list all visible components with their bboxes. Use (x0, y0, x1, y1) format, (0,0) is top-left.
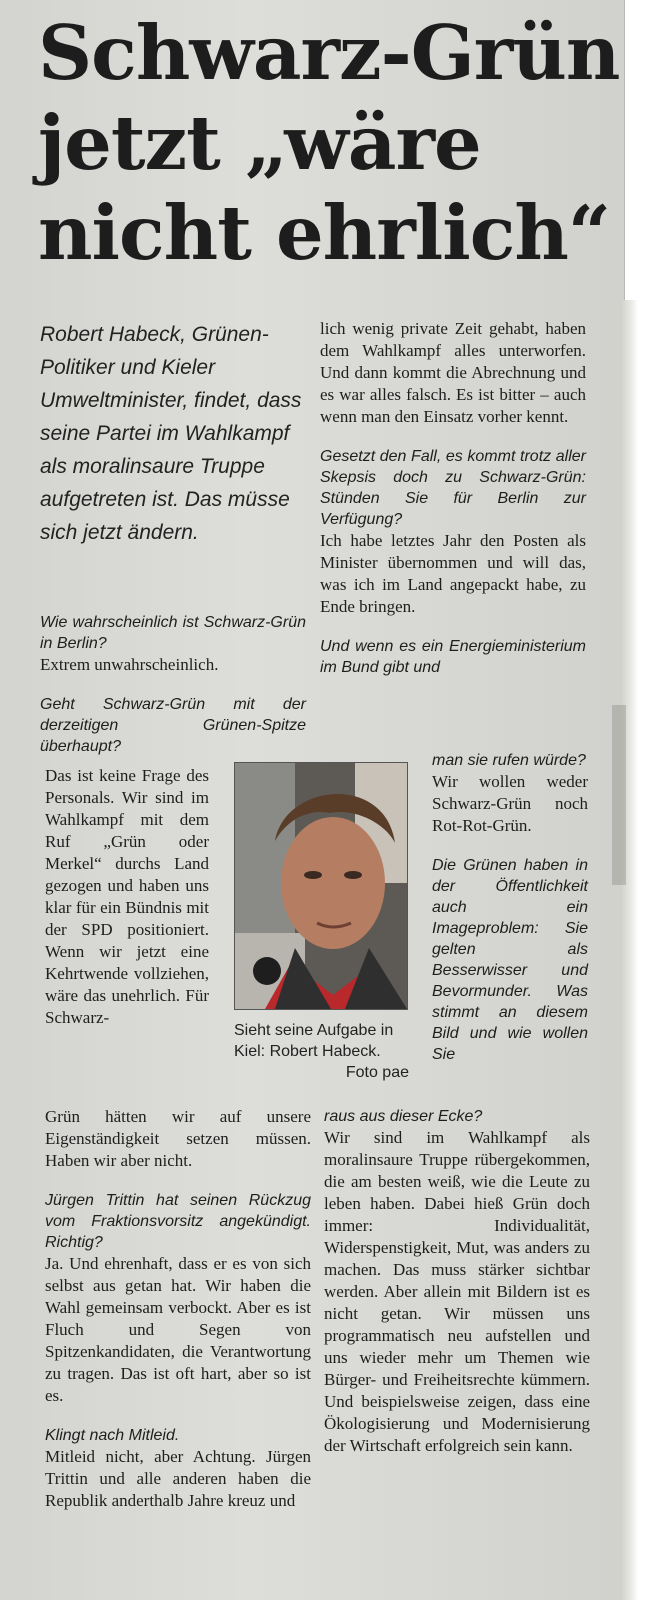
answer: Das ist keine Frage des Personals. Wir sind im Wahlkampf mit dem Ruf „Grün oder Merkel“ durchs Land gezogen und haben uns klar für ein Bündnis mit der SPD positioniert. Wenn wir jetzt eine Kehrtwende vollziehen, wäre das unehrlich. Für Schwarz- (45, 766, 209, 1027)
photo-caption (234, 1020, 409, 1083)
answer: Extrem unwahrscheinlich. (40, 655, 219, 674)
right-column-narrow (432, 750, 588, 1065)
answer: Ja. Und ehrenhaft, dass er es von sich selbst aus getan hat. Wir haben die Wahl gemeinsam verbockt. Aber es ist Fluch und Segen von Spitzenkandidaten, die Verantwortung zu tragen. Das ist oft hart, aber so ist es. (45, 1254, 311, 1405)
answer: lich wenig private Zeit gehabt, haben dem Wahlkampf alles unterworfen. Und dann kommt die Abrechnung und es war alles falsch. Es ist bitter – auch wenn man den Einsatz vorher kennt. (320, 319, 586, 426)
answer: Mitleid nicht, aber Achtung. Jürgen Trittin und alle anderen haben die Republik anderthalb Jahre kreuz und (45, 1447, 311, 1510)
scan-shadow (612, 705, 626, 885)
headline (38, 8, 628, 278)
headline-line-3: nicht ehrlich“ (38, 189, 611, 277)
question: Und wenn es ein Energieministerium im Bund gibt und (320, 638, 586, 676)
headline-line-1: Schwarz-Grün (38, 9, 620, 97)
caption-text: Sieht seine Aufgabe in Kiel: Robert Habeck. (234, 1022, 394, 1060)
question: Jürgen Trittin hat seinen Rückzug vom Fraktionsvorsitz angekündigt. Richtig? (45, 1192, 311, 1251)
right-column-top (320, 318, 586, 678)
answer: Ich habe letztes Jahr den Posten als Minister übernommen und will das, was ich im Land angepackt habe, zu Ende bringen. (320, 531, 586, 616)
portrait-photo-icon (235, 763, 407, 1009)
headline-line-2: jetzt „wäre (38, 99, 481, 187)
left-column-narrow (45, 765, 209, 1029)
question: raus aus dieser Ecke? (324, 1108, 483, 1125)
photo-credit: Foto pae (345, 1064, 409, 1081)
question: Geht Schwarz-Grün mit der derzeitigen Grünen-Spitze überhaupt? (40, 696, 306, 755)
question: Gesetzt den Fall, es kommt trotz aller Skepsis doch zu Schwarz-Grün: Stünden Sie für Berlin zur Verfügung? (320, 448, 586, 528)
question: Die Grünen haben in der Öffentlichkeit auch ein Imageproblem: Sie gelten als Besserwisser und Bevormunder. Was stimmt an diesem Bild und wie wollen Sie (432, 857, 588, 1063)
answer: Grün hätten wir auf unsere Eigenständigkeit setzen müssen. Haben wir aber nicht. (45, 1107, 311, 1170)
question: man sie rufen würde? (432, 752, 586, 769)
answer: Wir wollen weder Schwarz-Grün noch Rot-Rot-Grün. (432, 772, 588, 835)
right-column-bottom (324, 1106, 590, 1457)
left-column-bottom (45, 1106, 311, 1512)
portrait-photo (234, 762, 408, 1010)
left-column-top (40, 612, 306, 757)
question: Klingt nach Mitleid. (45, 1427, 180, 1444)
question: Wie wahrscheinlich ist Schwarz-Grün in Berlin? (40, 614, 306, 652)
adjacent-page-edge (620, 300, 638, 1600)
answer: Wir sind im Wahlkampf als moralinsaure Truppe rübergekommen, die am besten weiß, wie die Leute zu leben haben. Dabei hieß Grün doch immer: Individualität, Widerspenstigkeit, Mut, was anders zu machen. Das muss stärker sichtbar werden. Aber allein mit Bildern ist es nicht getan. Wir müssen uns programmatisch neu aufstellen und uns wieder mehr um Themen wie Bürger- und Freiheitsrechte kümmern. Und beispielsweise zeigen, dass eine Ökologisierung und Modernisierung der Wirtschaft erfolgreich sein kann. (324, 1128, 590, 1455)
lead-paragraph: Robert Habeck, Grünen-Politiker und Kieler Umweltminister, findet, dass seine Partei im Wahlkampf als moralinsaure Truppe aufgetreten ist. Das müsse sich jetzt ändern. (40, 323, 302, 544)
